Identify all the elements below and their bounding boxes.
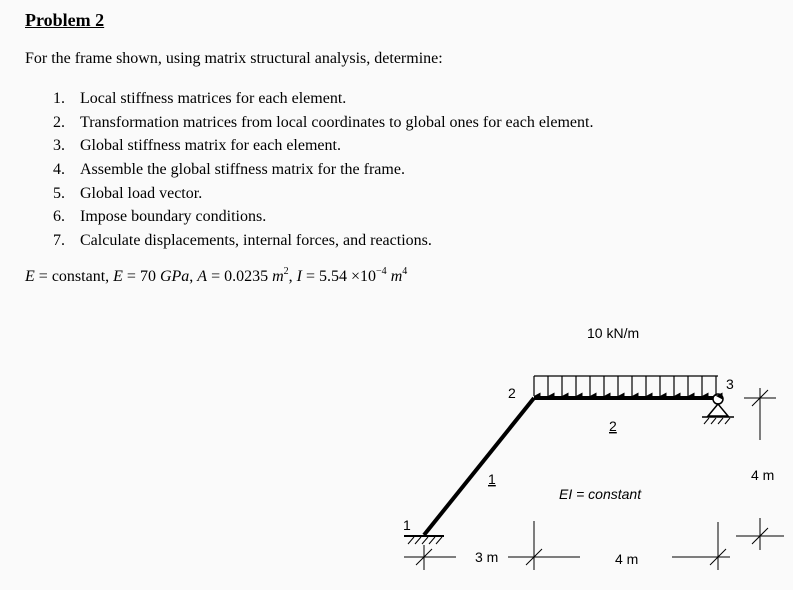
dimension-4m-horizontal-label: 4 m [615, 551, 639, 567]
task-text: Assemble the global stiffness matrix for the frame. [80, 161, 405, 179]
horizontal-dimension-line [404, 521, 730, 570]
task-number: 6. [53, 208, 65, 226]
element-1-label: 1 [488, 471, 496, 487]
node-1-label: 1 [403, 517, 411, 533]
a-symbol: A [197, 268, 208, 285]
node-2-label: 2 [508, 385, 516, 401]
task-number: 7. [53, 232, 65, 250]
e-symbol: E [25, 268, 35, 285]
e-constant: constant [51, 268, 106, 285]
task-number: 5. [53, 184, 65, 202]
node-3-label: 3 [726, 376, 734, 392]
i-symbol: I [296, 268, 302, 285]
task-number: 1. [53, 90, 65, 107]
ei-label: EI = constant [559, 486, 642, 502]
task-text: Global load vector. [80, 184, 203, 202]
task-number: 4. [53, 161, 65, 179]
fixed-support-icon [404, 536, 444, 544]
load-label: 10 kN/m [587, 325, 640, 341]
problem-heading: Problem 2 [25, 10, 105, 30]
dimension-4m-vertical-label: 4 m [751, 467, 775, 483]
task-number: 3. [53, 137, 65, 155]
e-unit: GPa [159, 268, 190, 285]
task-number: 2. [53, 113, 65, 131]
e-value: 70 [139, 268, 156, 285]
element-2-label: 2 [609, 418, 617, 434]
task-text: Transformation matrices from local coordinates to global ones for each element. [80, 113, 594, 131]
material-properties: E = constant, E = 70 GPa, A = 0.0235 $m^2$, $I = 5.54 \times 10^{-4}$ $m^4$ [25, 266, 408, 285]
i-value: 5.54 ×10 [319, 268, 377, 285]
task-text: Calculate displacements, internal forces, and reactions. [80, 232, 432, 250]
a-value: 0.0235 [224, 268, 269, 285]
problem-intro: For the frame shown, using matrix structural analysis, determine: [25, 50, 443, 67]
distributed-load-arrows [534, 376, 718, 396]
task-text: Impose boundary conditions. [80, 208, 267, 226]
dimension-3m-label: 3 m [475, 549, 499, 565]
task-text: Global stiffness matrix for each element. [80, 137, 341, 155]
task-text: Local stiffness matrices for each element. [80, 90, 347, 107]
element-1-member [424, 398, 534, 535]
